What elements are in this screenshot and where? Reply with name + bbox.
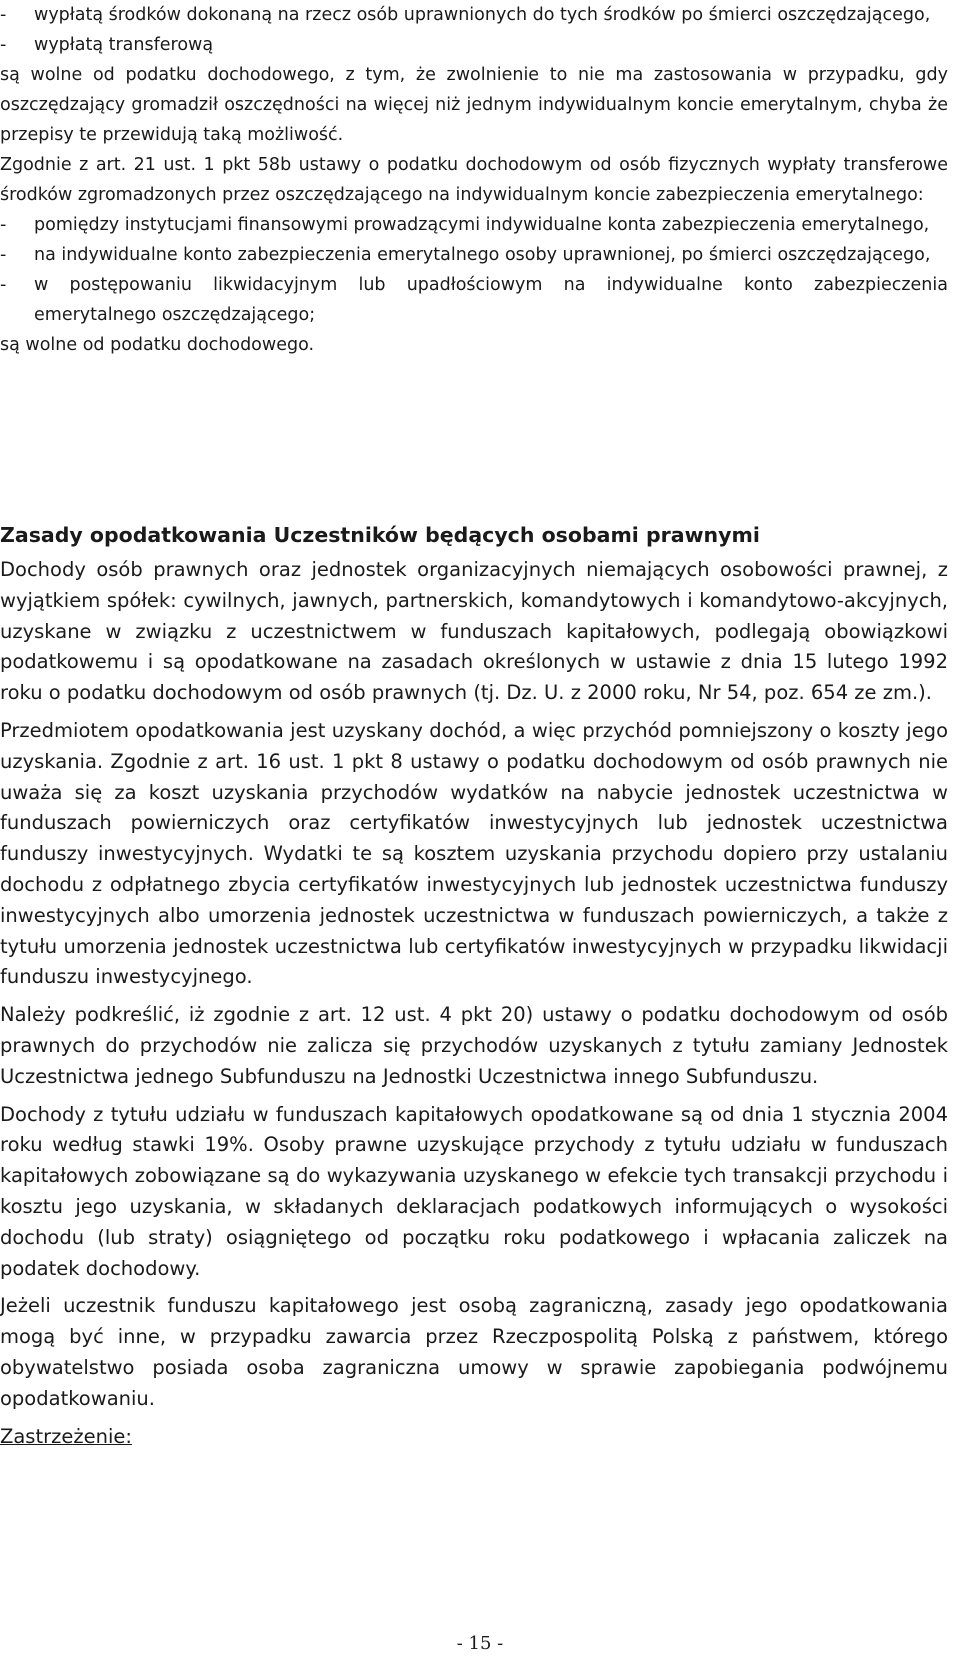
dash-item-text: na indywidualne konto zabezpieczenia emerytalnego osoby uprawnionej, po śmierci oszczędzającego, — [34, 245, 931, 265]
dash-marker: - — [0, 215, 7, 235]
body-paragraph: Dochody osób prawnych oraz jednostek organizacyjnych niemających osobowości prawnej, z wyjątkiem spółek: cywilnych, jawnych, partnerskich, komandytowych i komandytowo-akcyjnych, uzyskane w związku z uczestnictwem w funduszach kapitałowych, podlegają obowiązkowi podatkowemu i są opodatkowane na zasadach określonych w ustawie z dnia 15 lutego 1992 roku o podatku dochodowym od osób prawnych (tj. Dz. U. z 2000 roku, Nr 54, poz. 654 ze zm.). — [0, 558, 948, 705]
dash-item-text: wypłatą środków dokonaną na rzecz osób uprawnionych do tych środków po śmierci oszczędzającego, — [34, 5, 931, 25]
closing-paragraph: są wolne od podatku dochodowego. — [0, 335, 315, 355]
body-paragraph: Dochody z tytułu udziału w funduszach kapitałowych opodatkowane są od dnia 1 stycznia 2004 roku według stawki 19%. Osoby prawne uzyskujące przychody z tytułu udziału w funduszach kapitałowych zobowiązane są do wykazywania uzyskanego w efekcie tych transakcji przychodu i kosztu jego uzyskania, w składanych deklaracjach podatkowych informujących o wysokości dochodu (lub straty) osiągniętego od początku roku podatkowego i wpłacania zaliczek na podatek dochodowy. — [0, 1102, 948, 1280]
dash-item — [0, 30, 948, 60]
reservation-heading: Zastrzeżenie: — [0, 1424, 132, 1448]
section-heading: Zasady opodatkowania Uczestników będących osobami prawnymi — [0, 523, 760, 547]
dash-item — [0, 240, 948, 270]
dash-item — [0, 210, 948, 240]
exemption-paragraph: są wolne od podatku dochodowego, z tym, że zwolnienie to nie ma zastosowania w przypadku, gdy oszczędzający gromadził oszczędności na więcej niż jednym indywidualnym koncie emerytalnym, chyba że przepisy te przewidują taką możliwość. — [0, 65, 948, 145]
dash-marker: - — [0, 245, 7, 265]
dash-item-text: w postępowaniu likwidacyjnym lub upadłościowym na indywidualne konto zabezpieczenia emerytalnego oszczędzającego; — [34, 275, 948, 325]
tax-exemption-section — [0, 0, 948, 360]
body-paragraph: Przedmiotem opodatkowania jest uzyskany dochód, a więc przychód pomniejszony o koszty jego uzyskania. Zgodnie z art. 16 ust. 1 pkt 8 ustawy o podatku dochodowym od osób prawnych nie uważa się za koszt uzyskania przychodów wydatków na nabycie jednostek uczestnictwa w funduszach powierniczych oraz certyfikatów inwestycyjnych lub jednostek uczestnictwa funduszy inwestycyjnych. Wydatki te są kosztem uzyskania przychodu dopiero przy ustalaniu dochodu z odpłatnego zbycia certyfikatów inwestycyjnych lub jednostek uczestnictwa funduszy inwestycyjnych albo umorzenia jednostek uczestnictwa w funduszach powierniczych, a także z tytułu umorzenia jednostek uczestnictwa lub certyfikatów inwestycyjnych w przypadku likwidacji funduszu inwestycyjnego. — [0, 718, 948, 989]
article-21-paragraph: Zgodnie z art. 21 ust. 1 pkt 58b ustawy o podatku dochodowym od osób fizycznych wypłaty transferowe środków zgromadzonych przez oszczędzającego na indywidualnym koncie zabezpieczenia emerytalnego: — [0, 155, 948, 205]
body-paragraph: Należy podkreślić, iż zgodnie z art. 12 ust. 4 pkt 20) ustawy o podatku dochodowym od osób prawnych do przychodów nie zalicza się przychodów uzyskanych z tytułu zamiany Jednostek Uczestnictwa jednego Subfunduszu na Jednostki Uczestnictwa innego Subfunduszu. — [0, 1003, 948, 1088]
page-number: - 15 - — [456, 1633, 504, 1654]
legal-persons-section — [0, 555, 948, 1459]
body-paragraph: Jeżeli uczestnik funduszu kapitałowego jest osobą zagraniczną, zasady jego opodatkowania mogą być inne, w przypadku zawarcia przez Rzeczpospolitą Polską z państwem, którego obywatelstwo posiada osoba zagraniczna umowy w sprawie zapobiegania podwójnemu opodatkowaniu. — [0, 1294, 948, 1410]
dash-marker: - — [0, 5, 7, 25]
dash-marker: - — [0, 275, 7, 295]
dash-item — [0, 270, 948, 330]
dash-item-text: wypłatą transferową — [34, 35, 214, 55]
dash-item-text: pomiędzy instytucjami finansowymi prowadzącymi indywidualne konta zabezpieczenia emerytalnego, — [34, 215, 930, 235]
dash-marker: - — [0, 35, 7, 55]
dash-item — [0, 0, 948, 30]
